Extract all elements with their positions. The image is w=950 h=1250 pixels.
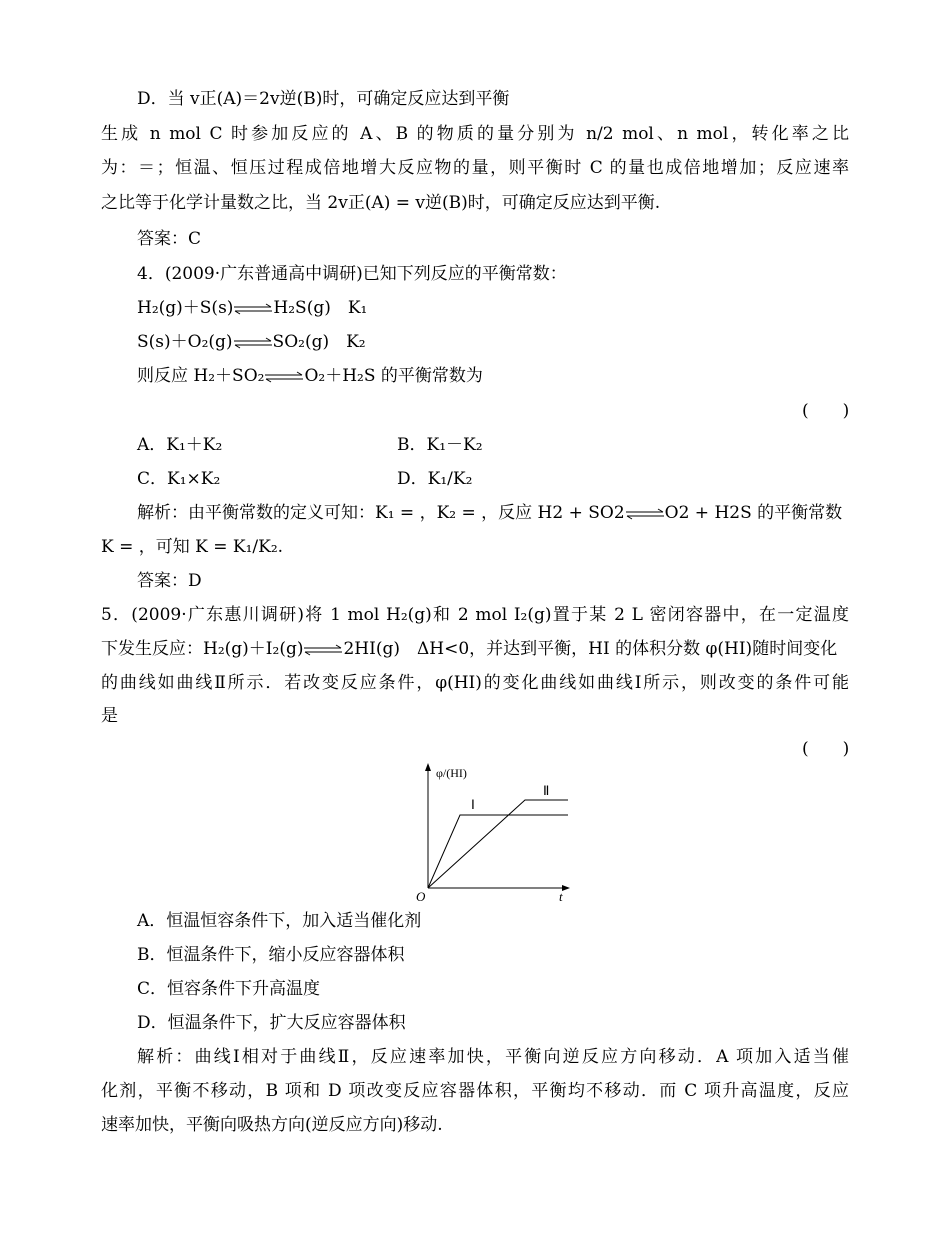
q5-option-a: A．恒温恒容条件下，加入适当催化剂 — [137, 911, 422, 931]
q3-answer: 答案：C — [137, 229, 202, 249]
q4-analysis-line2: K = ，可知 K = K₁/K₂. — [101, 537, 284, 557]
q4-eq2-left: S(s)＋O₂(g) — [137, 332, 233, 352]
q5-option-c: C．恒容条件下升高温度 — [137, 979, 321, 999]
curve-ii-label: Ⅱ — [543, 783, 550, 798]
q5-option-d: D．恒温条件下，扩大反应容器体积 — [137, 1013, 406, 1033]
q4-option-b: B．K₁－K₂ — [397, 435, 483, 455]
q5-stem-l2-left: 下发生反应：H₂(g)＋I₂(g) — [101, 639, 304, 659]
q5-answer-paren: ( ) — [802, 739, 850, 759]
q4-answer-paren: ( ) — [802, 401, 850, 421]
equilibrium-arrow-icon — [233, 303, 273, 315]
equilibrium-arrow-icon — [233, 337, 273, 349]
x-axis-label: t — [559, 889, 563, 904]
q4-ask-right: O₂＋H₂S 的平衡常数为 — [304, 366, 483, 386]
equilibrium-arrow-icon — [303, 644, 343, 656]
q4-equation-1 — [137, 297, 367, 319]
curve-i-label: Ⅰ — [471, 797, 475, 812]
origin-label: O — [416, 889, 426, 904]
equilibrium-arrow-icon — [264, 371, 304, 383]
q5-stem-line3: 的曲线如曲线Ⅱ所示．若改变反应条件，φ(HI)的变化曲线如曲线Ⅰ所示，则改变的条件可能 — [101, 673, 849, 693]
q3-analysis-line1: 生成 n mol C 时参加反应的 A、B 的物质的量分别为 n/2 mol、n mol，转化率之比 — [101, 124, 849, 144]
q4-answer: 答案：D — [137, 571, 202, 591]
q3-analysis-line2: 为：＝；恒温、恒压过程成倍地增大反应物的量，则平衡时 C 的量也成倍地增加；反应速率 — [101, 158, 849, 178]
y-axis-label: φ/(HI) — [436, 766, 467, 780]
q4-question — [137, 365, 483, 387]
q5-analysis-line3: 速率加快，平衡向吸热方向(逆反应方向)移动. — [101, 1115, 443, 1135]
q5-analysis-line1: 解析：曲线Ⅰ相对于曲线Ⅱ，反应速率加快，平衡向逆反应方向移动．A 项加入适当催 — [137, 1047, 849, 1067]
q5-stem-line2 — [101, 638, 837, 660]
q4-eq2-right: SO₂(g) K₂ — [272, 332, 366, 352]
curve-ii — [428, 800, 568, 888]
curve-i — [428, 815, 568, 888]
q5-option-b: B．恒温条件下，缩小反应容器体积 — [137, 945, 405, 965]
q4-analysis-line1 — [137, 502, 842, 524]
q4-option-a: A．K₁＋K₂ — [137, 435, 223, 455]
q4-eq1-right: H₂S(g) K₁ — [273, 298, 368, 318]
x-axis-arrow-icon — [562, 885, 570, 891]
q4-equation-2 — [137, 331, 366, 353]
q4-option-c: C．K₁×K₂ — [137, 469, 221, 489]
q5-stem-line1: 5．(2009·广东惠川调研)将 1 mol H₂(g)和 2 mol I₂(g)置于某 2 L 密闭容器中，在一定温度 — [101, 605, 849, 625]
q4-eq1-left: H₂(g)＋S(s) — [137, 298, 234, 318]
q5-phi-hi-time-graph — [405, 760, 580, 905]
y-axis-arrow-icon — [425, 763, 431, 771]
q4-analysis-l1-right: O2 + H2S 的平衡常数 — [664, 503, 843, 523]
q4-stem: 4．(2009·广东普通高中调研)已知下列反应的平衡常数： — [137, 264, 567, 284]
q5-stem-line4: 是 — [101, 706, 118, 726]
q3-option-d: D．当 v正(A)＝2v逆(B)时，可确定反应达到平衡 — [137, 89, 510, 109]
q5-stem-l2-right: 2HI(g) ΔH<0，并达到平衡，HI 的体积分数 φ(HI)随时间变化 — [343, 639, 838, 659]
q4-option-d: D．K₁/K₂ — [397, 469, 473, 489]
q5-analysis-line2: 化剂，平衡不移动，B 项和 D 项改变反应容器体积，平衡均不移动．而 C 项升高温度，反应 — [101, 1081, 849, 1101]
q4-analysis-l1-left: 解析：由平衡常数的定义可知：K₁ = ，K₂ = ，反应 H2 + SO2 — [137, 503, 625, 523]
q3-analysis-line3: 之比等于化学计量数之比，当 2v正(A) = v逆(B)时，可确定反应达到平衡. — [101, 193, 661, 213]
q4-ask-left: 则反应 H₂＋SO₂ — [137, 366, 265, 386]
equilibrium-arrow-icon — [625, 508, 665, 520]
